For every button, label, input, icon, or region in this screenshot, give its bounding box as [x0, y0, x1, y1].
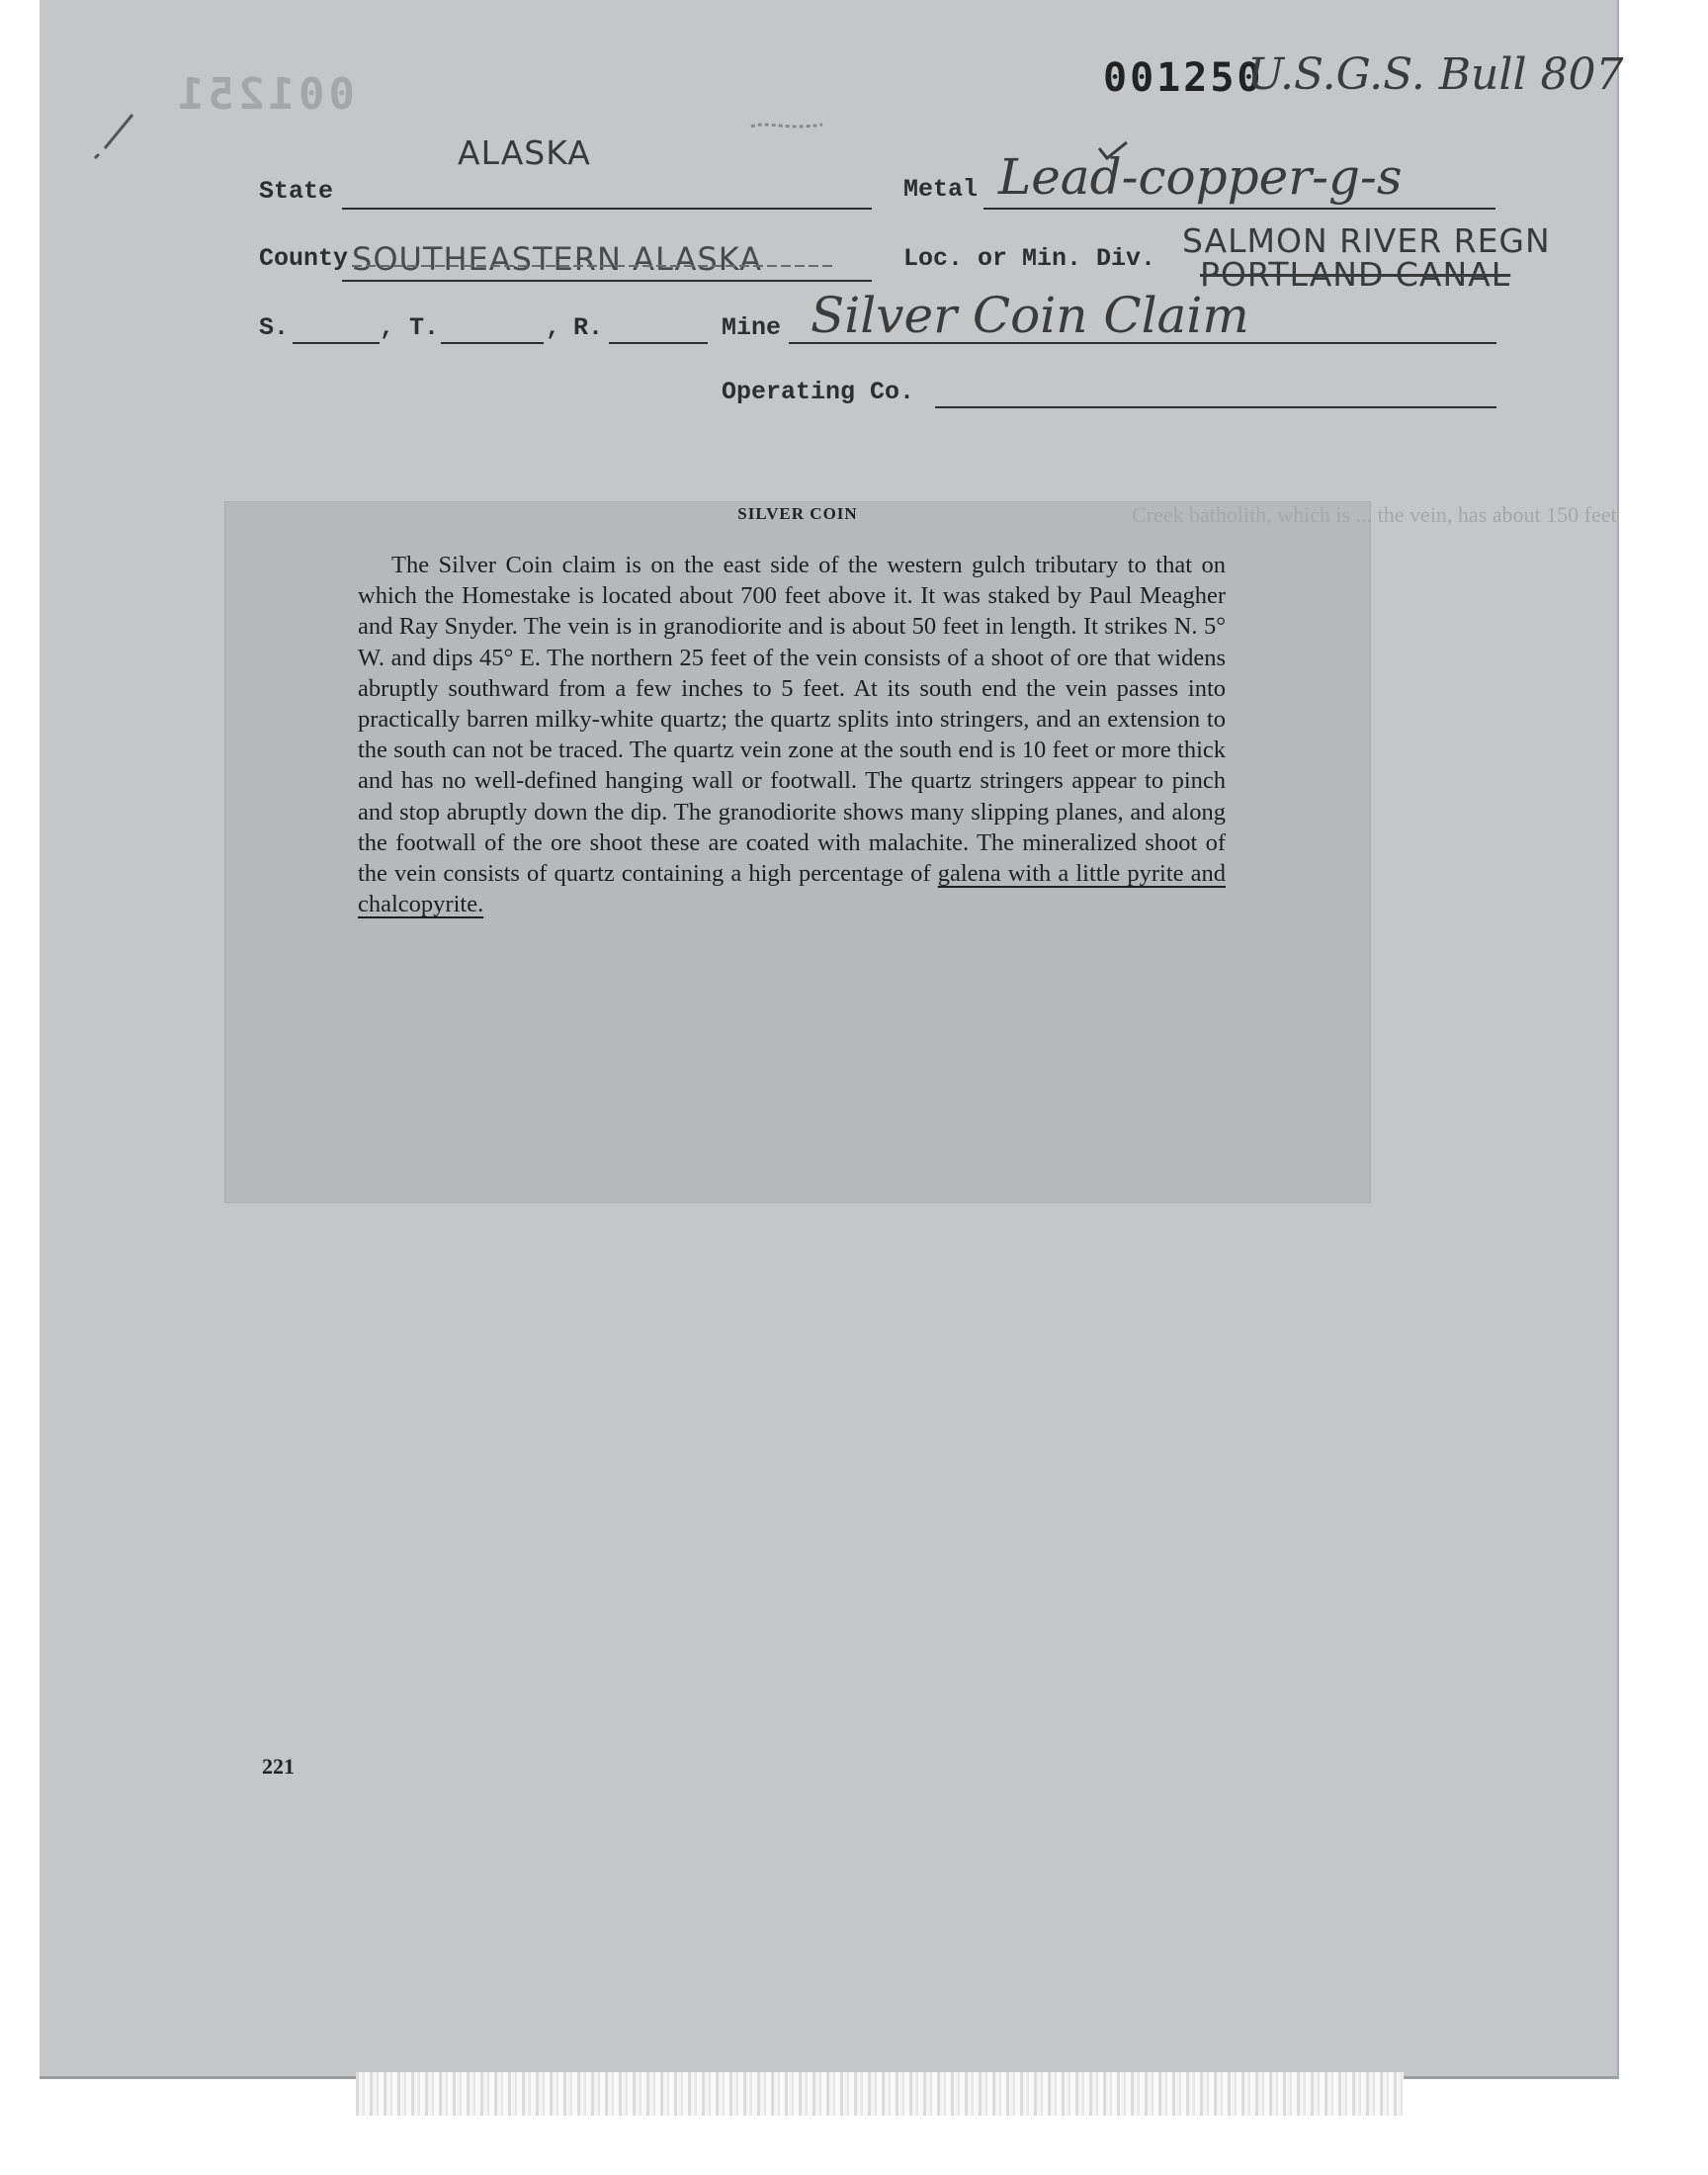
mine-field-line: [789, 342, 1496, 344]
range-label: R.: [573, 313, 604, 342]
state-label: State: [259, 177, 334, 206]
metal-label: Metal: [903, 175, 979, 204]
clipping-body: [358, 550, 1226, 919]
document-number: 001250: [1103, 55, 1264, 101]
scan-edge-strip: [356, 2072, 1404, 2116]
section-field-line: [293, 342, 380, 344]
metal-value: Lead-copper-g-s: [998, 148, 1403, 206]
source-reference: U.S.G.S. Bull 807: [1247, 49, 1624, 100]
pasted-clipping: [225, 502, 1370, 1202]
page-number: 221: [262, 1754, 295, 1779]
state-value: ALASKA: [458, 133, 591, 172]
operating-co-label: Operating Co.: [722, 378, 915, 406]
bleed-through-text: Creek batholith, which is ... the vein, has about 150 feet: [1132, 502, 1617, 527]
county-strike-mark: [352, 259, 836, 273]
clipping-title: SILVER COIN: [737, 504, 858, 523]
county-value: SOUTHEASTERN ALASKA: [352, 240, 763, 278]
operating-co-field-line: [935, 406, 1496, 408]
section-label: S.: [259, 313, 290, 342]
reverse-doc-number: 001251: [174, 69, 355, 120]
smudge-mark: [747, 117, 826, 134]
township-field-line: [441, 342, 544, 344]
clipping-paragraph: The Silver Coin claim is on the east side of the western gulch tributary to that on which the Homestake is located about 700 feet above it. It was staked by Paul Meagher and Ray Snyder. The vein is in granodiorite and is about 50 feet in length. It strikes N. 5° W. and dips 45° E. The northern 25 feet of the vein consists of a shoot of ore that widens abruptly southward from a few inches to 5 feet. At its south end the vein passes into practically barren milky-white quartz; the quartz splits into stringers, and an extension to the south can not be traced. The quartz vein zone at the south end is 10 feet or more thick and has no well-defined hanging wall or footwall. The quartz stringers appear to pinch and stop abruptly down the dip. The granodiorite shows many slipping planes, and along the footwall of the ore shoot these are coated with malachite. The mineralized shoot of the vein consists of quartz containing a high percentage of: [358, 552, 1226, 888]
state-field-line: [342, 208, 872, 210]
mine-value: Silver Coin Claim: [811, 287, 1249, 344]
location-label: Loc. or Min. Div.: [903, 244, 1156, 273]
check-mark: [1095, 138, 1131, 162]
mine-label: Mine: [722, 313, 782, 342]
township-label: T.: [409, 313, 440, 342]
county-field-line: [342, 280, 872, 282]
county-label: County: [259, 244, 349, 273]
range-field-line: [609, 342, 708, 344]
pencil-tick-mark: [87, 107, 146, 166]
clipping-underlined-tail: galena with a little pyrite and chalcopyrite.: [358, 860, 1226, 918]
metal-field-line: [983, 208, 1495, 210]
location-struck-value: PORTLAND CANAL: [1200, 255, 1511, 294]
location-current-value: SALMON RIVER REGN: [1182, 221, 1551, 260]
